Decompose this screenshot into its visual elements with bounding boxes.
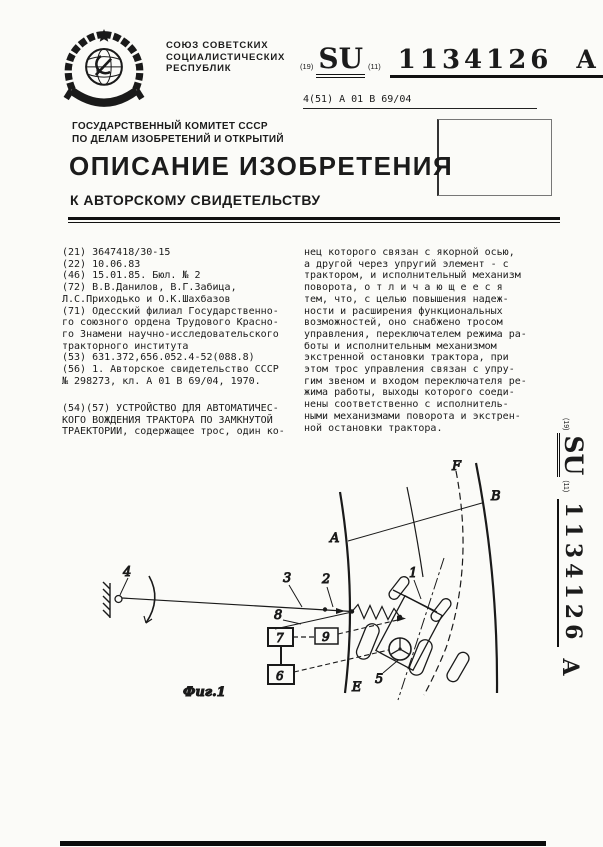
figure-label-A: A [330,531,340,546]
kind-code: A [576,45,596,74]
text-line: го Знамени научно-исследовательского [62,328,279,340]
text-line: возможностей, оно снабжено тросом [304,317,503,329]
country-name [166,40,285,75]
document-subtitle: К АВТОРСКОМУ СВИДЕТЕЛЬСТВУ [70,192,321,208]
figure-label-1: 1 [409,566,418,581]
text-line: ности и расширения функциональных [304,305,503,317]
text-line: (54)(57) УСТРОЙСТВО ДЛЯ АВТОМАТИЧЕС- [62,403,279,414]
text-line: экстренной остановки трактора, при [304,352,509,364]
trajectory-arc-A [340,492,350,693]
text-line: № 298273, кл. А 01 В 69/04, 1970. [62,375,261,387]
committee-line-1: ГОСУДАРСТВЕННЫЙ КОМИТЕТ СССР [72,121,268,132]
anchor-pivot [115,596,122,603]
header-divider [68,217,560,223]
country-line: РЕСПУБЛИК [166,63,232,74]
ipc-classification: 4(51) А 01 В 69/04 [303,94,537,109]
figure-label-5: 5 [375,672,384,687]
text-line: го союзного ордена Трудового Красно- [62,317,279,329]
figure-label-7: 7 [276,631,284,645]
text-line: ной остановки трактора. [304,422,443,434]
figure-label-9: 9 [322,630,330,644]
publication-number-wrap [390,46,603,78]
committee-line-2: ПО ДЕЛАМ ИЗОБРЕТЕНИЙ И ОТКРЫТИЙ [72,134,284,145]
ussr-coat-of-arms-icon [58,28,150,122]
text-line: (71) Одесский филиал Государственно- [62,305,279,317]
text-line: ТРАЕКТОРИИ, содержащее трос, один ко- [62,426,285,438]
document-title: ОПИСАНИЕ ИЗОБРЕТЕНИЯ [69,151,454,181]
figure-label-2: 2 [322,572,331,587]
text-line: (56) 1. Авторское свидетельство СССР [62,364,279,376]
country-code: SU [316,44,365,78]
text-line: ными механизмами поворота и экстрен- [304,410,521,422]
text-line: а другой через упругий элемент - с [304,258,509,270]
middle-arc [407,487,423,577]
text-line: КОГО ВОЖДЕНИЯ ТРАКТОРА ПО ЗАМКНУТОЙ [62,414,273,426]
text-line: Л.С.Приходько и О.К.Шахбазов [62,293,231,305]
sidebar-kind-code: A [557,658,583,676]
spring-element [352,605,400,620]
committee-name [72,120,284,146]
text-line: тракторного института [62,340,189,352]
text-line: поворота, о т л и ч а ю щ е е с я [304,282,503,294]
figure-1-drawing [50,455,560,714]
anchor-cable [122,598,352,612]
figure-label-6: 6 [276,669,284,683]
text-line: нены соответственно с исполнитель- [304,399,509,411]
abstract-right-column [304,247,552,434]
text-line: тем, что, с целью повышения надеж- [304,293,509,305]
sidebar-country-code: SU [559,435,588,476]
text-line: жима работы, выходы которого соеди- [304,387,515,399]
stamp-box [437,119,552,196]
figure-label-4: 4 [123,565,132,580]
text-line: (22) 10.06.83 [62,258,141,270]
tractor [354,575,471,684]
sidebar-code-19: (19) [562,418,569,431]
ind-code-19: (19) [300,62,314,71]
bibliographic-data [62,247,304,387]
figure-label-3: 3 [283,571,292,586]
text-line: управления, переключателем режима ра- [304,328,527,340]
anchor-wall [103,582,110,618]
ind-code-11: (11) [367,62,381,71]
country-line: СОЦИАЛИСТИЧЕСКИХ [166,51,286,63]
figure-label-E: E [352,680,362,695]
text-line: (72) В.В.Данилов, В.Г.Забица, [62,282,237,294]
figure-caption: Фиг.1 [183,685,226,700]
tractor-centerline [398,558,444,700]
scan-edge-bar [60,841,546,846]
text-line: трактором, и исполнительный механизм [304,270,521,282]
dashed-arc-F [424,471,463,695]
publication-number: 1134126 [397,45,553,75]
text-line: гим звеном и входом переключателя ре- [304,375,527,387]
figure-label-F: F [452,459,462,474]
publication-number-block [300,44,603,78]
abstract-left-column [62,403,306,438]
country-line: СОЮЗ СОВЕТСКИХ [166,40,269,51]
figure-label-B: B [491,489,501,504]
sidebar-number: 1134126 [557,499,585,647]
text-line: (46) 15.01.85. Бюл. № 2 [62,270,201,282]
chord-A-B [348,503,482,541]
text-line: (21) 3647418/30-15 [62,247,171,258]
text-line: этом трос управления связан с упру- [304,364,515,376]
text-line: нец которого связан с якорной осью, [304,247,515,258]
text-line: боты и исполнительным механизмом [304,340,497,352]
sidebar-code-11: (11) [562,480,569,493]
figure-label-8: 8 [274,608,283,623]
text-line: (53) 631.372,656.052.4-52(088.8) [62,352,255,364]
